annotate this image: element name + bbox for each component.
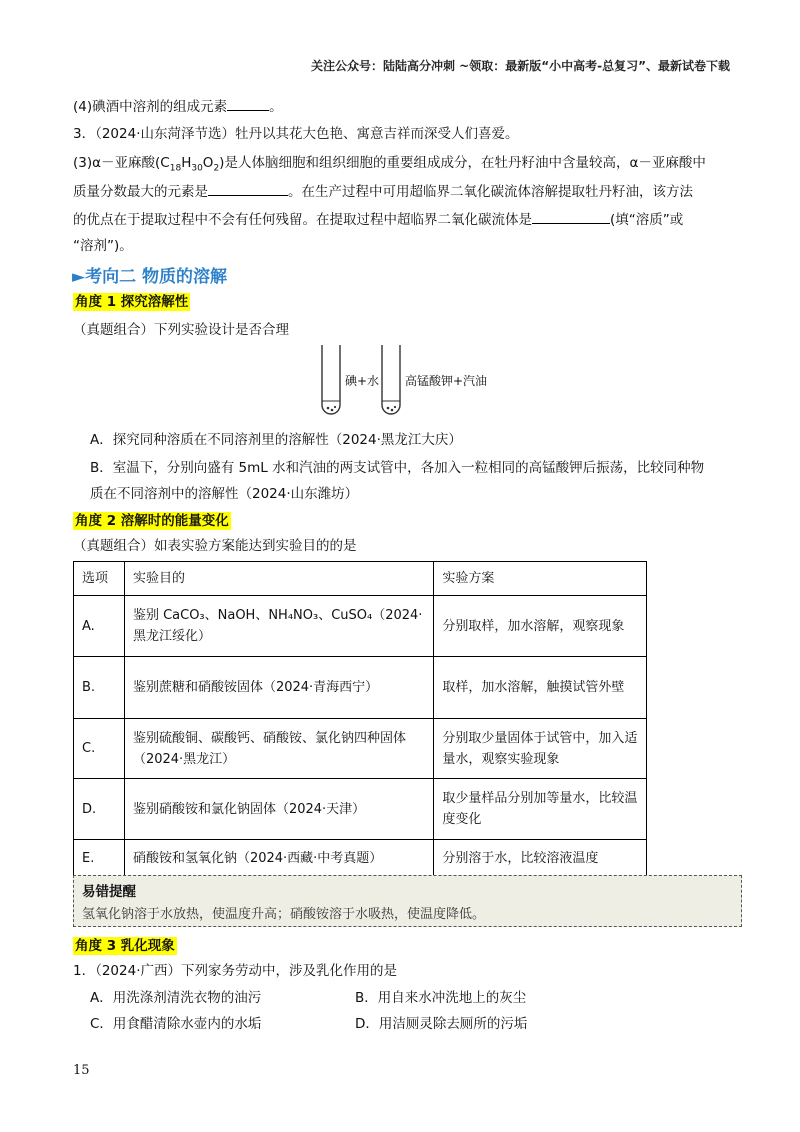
choice-b[interactable]: B．用自来水冲洗地上的灰尘 bbox=[355, 990, 527, 1006]
experiment-table bbox=[73, 561, 647, 877]
question-3-line1: (3)α－亚麻酸$(C_{18}H_{30}O_2)$是人体脑细胞和组织细胞的重要组成成分，在牡丹籽油中含量较高，α－亚麻酸中 bbox=[73, 155, 706, 174]
question-3-head: 3．（2024·山东菏泽节选）牡丹以其花大色艳、寓意吉祥而深受人们喜爱。 bbox=[73, 126, 519, 142]
table-header-cell: 实验方案 bbox=[434, 562, 647, 596]
table-row bbox=[74, 596, 647, 657]
option-cell: C. bbox=[74, 719, 125, 779]
option-cell: A. bbox=[74, 596, 125, 657]
test-tube-1-icon bbox=[320, 345, 342, 417]
formula: $C_{18}H_{30}O_2$ bbox=[160, 155, 220, 174]
answer-blank[interactable] bbox=[208, 181, 288, 196]
option-cell: B. bbox=[74, 657, 125, 719]
option-cell: E. bbox=[74, 840, 125, 877]
section-title: ►考向二 物质的溶解 bbox=[72, 267, 227, 287]
plan-cell: 分别取少量固体于试管中，加入适量水，观察实验现象 bbox=[434, 719, 647, 779]
header-note: 关注公众号：陆陆高分冲刺 ~领取：最新版“小中高考-总复习”、最新试卷下载 bbox=[311, 59, 730, 73]
angle-3-question: 1．（2024·广西）下列家务劳动中，涉及乳化作用的是 bbox=[73, 963, 397, 979]
arrow-marker-icon: ► bbox=[72, 267, 86, 287]
plan-cell: 取少量样品分别加等量水，比较温度变化 bbox=[434, 779, 647, 840]
question-3-line4: “溶剂”)。 bbox=[73, 238, 133, 254]
angle-1-option-b-line1: B．室温下，分别向盛有 5mL 水和汽油的两支试管中，各加入一粒相同的高锰酸钾后振荡，比较同种物 bbox=[90, 460, 705, 476]
goal-cell: 鉴别硝酸铵和氯化钠固体（2024·天津） bbox=[124, 779, 433, 840]
tube-2-label: 高锰酸钾+汽油 bbox=[405, 374, 488, 388]
test-tube-2-icon bbox=[380, 345, 402, 417]
angle-2-label: 角度 2 溶解时的能量变化 bbox=[75, 513, 229, 529]
goal-cell: 硝酸铵和氢氧化钠（2024·西藏·中考真题） bbox=[124, 840, 433, 877]
warning-title: 易错提醒 bbox=[82, 884, 136, 900]
angle-1-option-b-line2: 质在不同溶剂中的溶解性（2024·山东潍坊） bbox=[90, 486, 359, 502]
table-row bbox=[74, 840, 647, 877]
table-header-cell: 选项 bbox=[74, 562, 125, 596]
table-header-row bbox=[74, 562, 647, 596]
warning-box bbox=[73, 875, 742, 927]
tube-1-label: 碘+水 bbox=[345, 374, 380, 388]
angle-1-intro: （真题组合）下列实验设计是否合理 bbox=[73, 322, 289, 338]
plan-cell: 分别取样，加水溶解，观察现象 bbox=[434, 596, 647, 657]
page-number: 15 bbox=[73, 1063, 90, 1078]
angle-2-intro: （真题组合）如表实验方案能达到实验目的的是 bbox=[73, 538, 357, 554]
plan-cell: 分别溶于水，比较溶液温度 bbox=[434, 840, 647, 877]
table-header-cell: 实验目的 bbox=[124, 562, 433, 596]
angle-1-option-a: A．探究同种溶质在不同溶剂里的溶解性（2024·黑龙江大庆） bbox=[90, 432, 462, 448]
answer-blank[interactable] bbox=[227, 96, 269, 111]
choice-a[interactable]: A．用洗涤剂清洗衣物的油污 bbox=[90, 990, 262, 1006]
choice-c[interactable]: C．用食醋清除水壶内的水垢 bbox=[90, 1016, 262, 1032]
plan-cell: 取样，加水溶解，触摸试管外壁 bbox=[434, 657, 647, 719]
question-3-line3: 的优点在于提取过程中不会有任何残留。在提取过程中超临界二氧化碳流体是 (填“溶质”或 bbox=[73, 209, 733, 231]
question-4: (4)碘酒中溶剂的组成元素 。 bbox=[73, 96, 733, 118]
goal-cell: 鉴别硫酸铜、碳酸钙、硝酸铵、氯化钠四种固体（2024·黑龙江） bbox=[124, 719, 433, 779]
table-row bbox=[74, 779, 647, 840]
goal-cell: 鉴别 CaCO₃、NaOH、NH₄NO₃、CuSO₄（2024·黑龙江绥化） bbox=[124, 596, 433, 657]
goal-cell: 鉴别蔗糖和硝酸铵固体（2024·青海西宁） bbox=[124, 657, 433, 719]
option-cell: D. bbox=[74, 779, 125, 840]
table-row bbox=[74, 657, 647, 719]
angle-1-label: 角度 1 探究溶解性 bbox=[75, 294, 189, 310]
table-row bbox=[74, 719, 647, 779]
warning-text: 氢氧化钠溶于水放热，使温度升高；硝酸铵溶于水吸热，使温度降低。 bbox=[82, 907, 486, 922]
question-3-line2: 质量分数最大的元素是 。在生产过程中可用超临界二氧化碳流体溶解提取牡丹籽油，该方法 bbox=[73, 181, 733, 203]
choice-d[interactable]: D．用洁厕灵除去厕所的污垢 bbox=[355, 1016, 528, 1032]
angle-3-label: 角度 3 乳化现象 bbox=[75, 938, 175, 954]
answer-blank[interactable] bbox=[532, 209, 610, 224]
